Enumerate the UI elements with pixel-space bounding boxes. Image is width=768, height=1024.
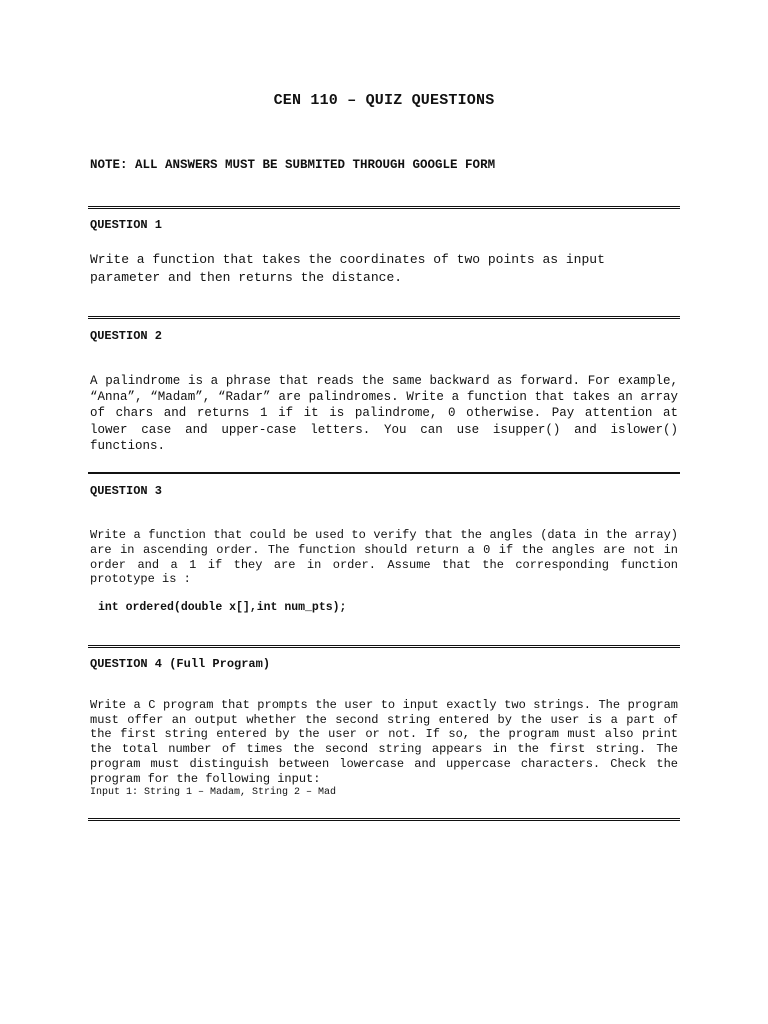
question-4-text: Write a C program that prompts the user to input exactly two strings. The program must offer an output whether the second string entered by the user is a part of the first string entered by the user or not. If so, the program must also print the total number of times the second string appears in the first string. The program must distinguish between lowercase and uppercase characters. Check the program for the following input: xyxy=(90,698,678,786)
question-1-heading: QUESTION 1 xyxy=(90,218,163,232)
question-3-heading: QUESTION 3 xyxy=(90,484,163,498)
question-1-text: Write a function that takes the coordinates of two points as input parameter and then returns the distance. xyxy=(90,252,605,285)
page-title: CEN 110 – QUIZ QUESTIONS xyxy=(273,92,495,109)
test-input-line: Input 1: String 1 – Madam, String 2 – Mad xyxy=(90,787,337,798)
question-2-heading: QUESTION 2 xyxy=(90,329,163,343)
section-divider xyxy=(88,818,680,821)
function-prototype-code: int ordered(double x[],int num_pts); xyxy=(98,601,347,614)
question-2-text: A palindrome is a phrase that reads the same backward as forward. For example, “Anna”, “Madam”, “Radar” are palindromes. Write a function that takes an array of chars and returns 1 if it is palindrome, 0 otherwise. Pay attention at lower case and upper-case letters. You can use isupper() and islower() functions. xyxy=(90,374,678,453)
submission-note: NOTE: ALL ANSWERS MUST BE SUBMITED THROUGH GOOGLE FORM xyxy=(90,158,496,172)
section-divider xyxy=(88,316,680,319)
section-divider xyxy=(88,472,680,474)
question-4-heading: QUESTION 4 (Full Program) xyxy=(90,657,271,671)
section-divider xyxy=(88,645,680,648)
section-divider xyxy=(88,206,680,209)
question-3-text: Write a function that could be used to verify that the angles (data in the array) are in ascending order. The function should return a 0 if the angles are not in order and a 1 if they are in order. Assume that the corresponding function prototype is : xyxy=(90,528,678,587)
